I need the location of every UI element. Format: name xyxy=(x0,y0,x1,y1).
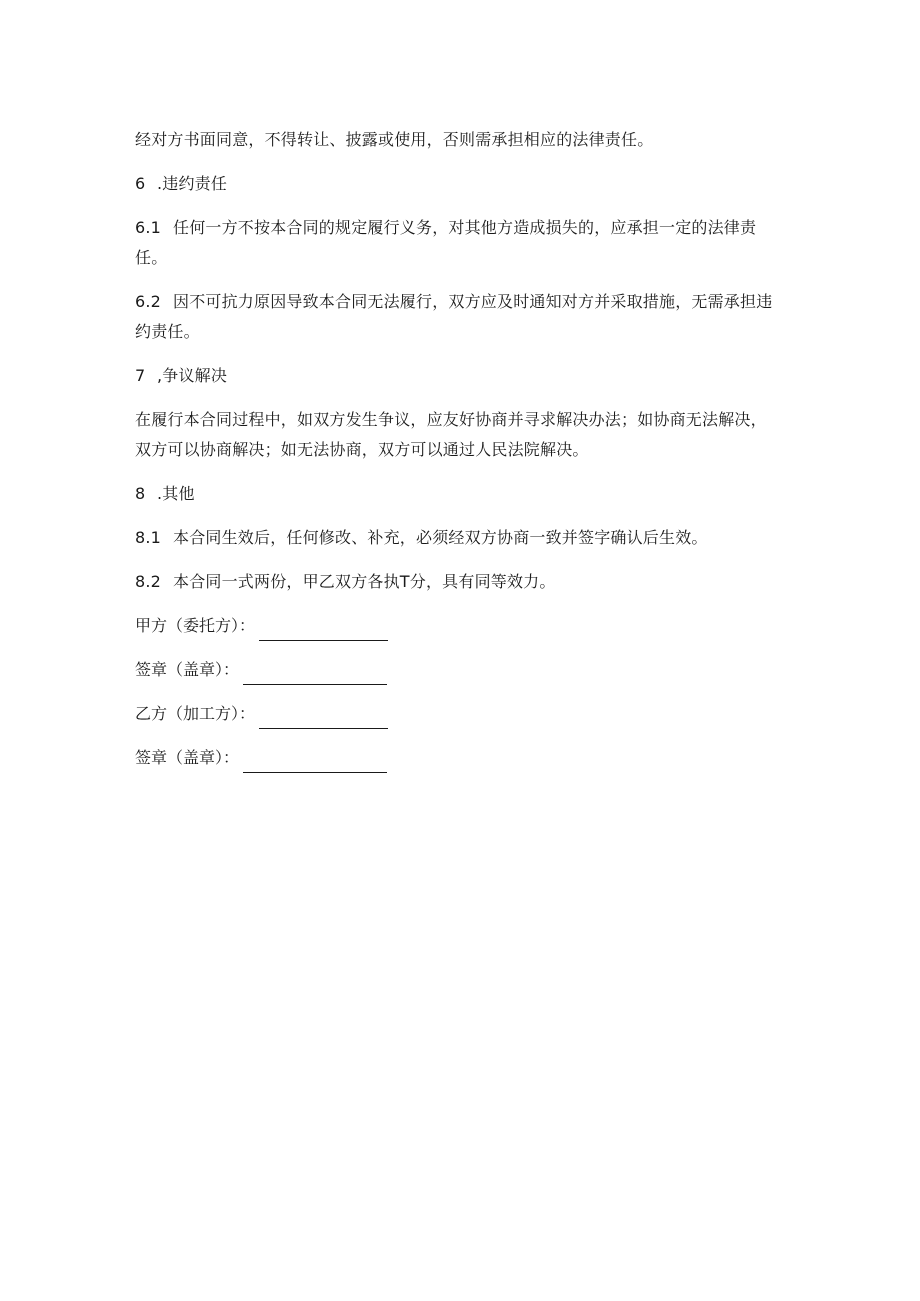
clause-8-2 xyxy=(135,567,775,597)
clause-6-1 xyxy=(135,213,775,273)
clause-text: 任何一方不按本合同的规定履行义务，对其他方造成损失的，应承担一定的法律责任。 xyxy=(135,218,757,267)
intro-paragraph: 经对方书面同意，不得转让、披露或使用，否则需承担相应的法律责任。 xyxy=(135,130,654,149)
section-number: 8 xyxy=(135,484,146,503)
clause-6-2 xyxy=(135,287,775,347)
clause-text: 本合同一式两份，甲乙双方各执T分，具有同等效力。 xyxy=(173,572,556,591)
clause-number: 8.1 xyxy=(135,528,162,547)
section-title: .违约责任 xyxy=(157,174,228,193)
section-title: ,争议解决 xyxy=(157,366,228,385)
section-7-heading xyxy=(135,361,775,391)
clause-number: 6.1 xyxy=(135,218,162,237)
clause-8-1 xyxy=(135,523,775,553)
section-7-paragraph: 在履行本合同过程中，如双方发生争议，应友好协商并寻求解决办法；如协商无法解决，双方可以协商解决；如无法协商，双方可以通过人民法院解决。 xyxy=(135,410,767,459)
party-b-seal-label: 签章（盖章）： xyxy=(135,748,240,767)
party-b-blank xyxy=(259,706,388,729)
party-a-seal-line xyxy=(135,655,775,685)
section-title: .其他 xyxy=(157,484,195,503)
document-body xyxy=(135,125,775,787)
clause-number: 6.2 xyxy=(135,292,162,311)
party-b-seal-blank xyxy=(243,750,387,773)
clause-number: 8.2 xyxy=(135,572,162,591)
party-a-seal-label: 签章（盖章）： xyxy=(135,660,240,679)
party-a-blank xyxy=(259,618,388,641)
clause-text: 因不可抗力原因导致本合同无法履行，双方应及时通知对方并采取措施，无需承担违约责任。 xyxy=(135,292,773,341)
party-b-seal-line xyxy=(135,743,775,773)
party-a-signature-line xyxy=(135,611,775,641)
clause-text: 本合同生效后，任何修改、补充，必须经双方协商一致并签字确认后生效。 xyxy=(173,528,708,547)
section-6-heading xyxy=(135,169,775,199)
section-number: 6 xyxy=(135,174,146,193)
section-number: 7 xyxy=(135,366,146,385)
section-8-heading xyxy=(135,479,775,509)
party-b-label: 乙方（加工方）： xyxy=(135,704,256,723)
party-a-seal-blank xyxy=(243,662,387,685)
party-a-label: 甲方（委托方）： xyxy=(135,616,256,635)
party-b-signature-line xyxy=(135,699,775,729)
